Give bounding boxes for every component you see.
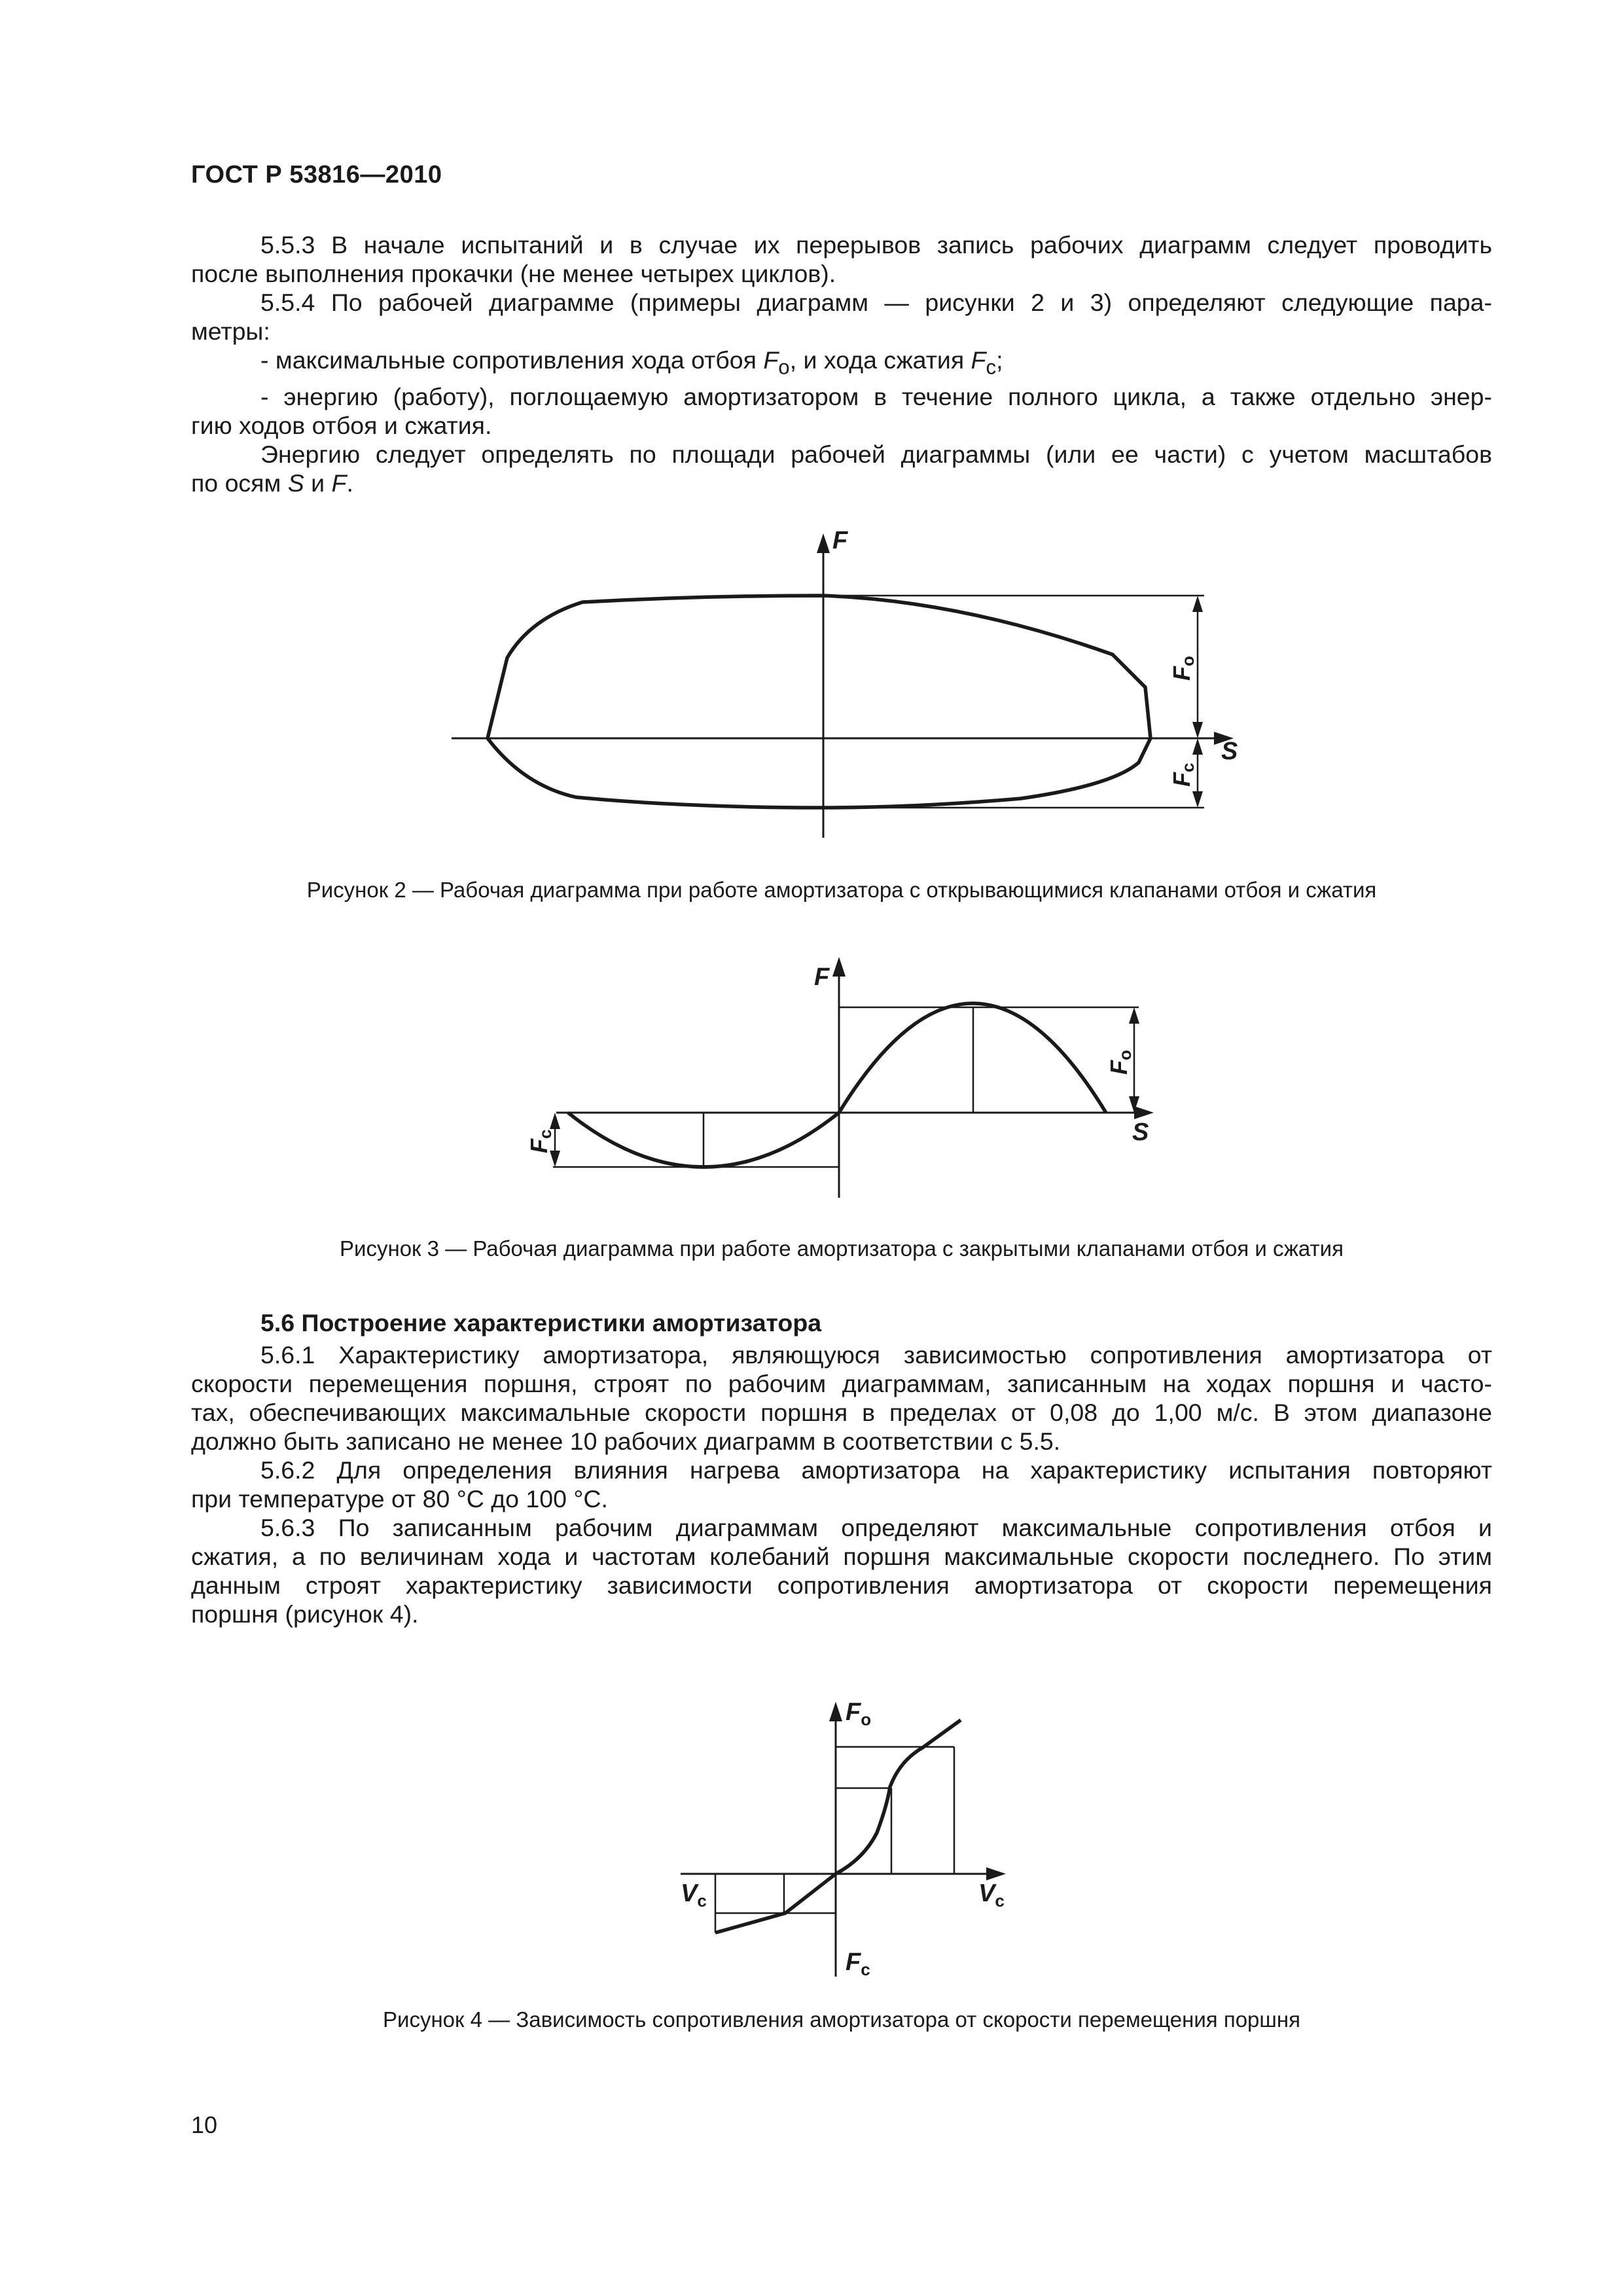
fig4-axis-y-arrow (829, 1702, 842, 1721)
fig4-axis-y-top-label (846, 1698, 871, 1729)
bullet-energy-line: - энергию (работу), поглощаемую амортизатором в течение полного цикла, а также отдельно энер- (260, 382, 1492, 410)
fig4-fo-sub: о (861, 1710, 872, 1729)
paragraph-line: после выполнения прокачки (не менее четырех циклов). (191, 260, 836, 287)
fig3-fc-f: F (526, 1139, 552, 1153)
subscript-c: с (986, 355, 997, 379)
paragraph-line: метры: (191, 317, 270, 345)
fig4-vc-right-sub: с (995, 1891, 1005, 1910)
fig3-axis-x-label: S (1132, 1119, 1149, 1146)
fig3-axis-y-label: F (814, 963, 830, 991)
figure-2-caption: Рисунок 2 — Рабочая диаграмма при работе амортизатора с открывающимися клапанами отбоя и сжатия (306, 878, 1377, 902)
fig2-axis-x-label: S (1221, 738, 1238, 765)
text: по осям (191, 469, 288, 497)
symbol-f: F (763, 346, 779, 374)
paragraph-line: данным строят характеристику зависимости сопротивления амортизатора от скорости перемещения (191, 1571, 1492, 1599)
paragraph-line: при температуре от 80 °С до 100 °С. (191, 1485, 608, 1513)
fig2-fo-f: F (1168, 666, 1195, 681)
fig4-axis-x-arrow (986, 1867, 1006, 1880)
symbol-f: F (971, 346, 986, 374)
figure-3-caption: Рисунок 3 — Рабочая диаграмма при работе амортизатора с закрытыми клапанами отбоя и сжатия (340, 1236, 1344, 1261)
symbol-s: S (287, 469, 304, 497)
paragraph-line: гию ходов отбоя и сжатия. (191, 411, 492, 439)
symbol-f: F (331, 469, 347, 497)
fig3-fo-sub: о (1115, 1050, 1135, 1060)
paragraph-line: 5.5.4 По рабочей диаграмме (примеры диаграмм — рисунки 2 и 3) определяют следующие пара- (260, 289, 1492, 316)
page-number: 10 (191, 2111, 218, 2138)
paragraph-line: 5.6.1 Характеристику амортизатора, являющуюся зависимостью сопротивления амортизатора от (260, 1341, 1492, 1369)
fig4-vc-left-v: V (681, 1880, 698, 1907)
fig4-fc-f: F (846, 1948, 861, 1976)
paragraph-line: сжатия, а по величинам хода и частотам колебаний поршня максимальные скорости последнего. По этим (191, 1543, 1492, 1570)
fig2-fc-f: F (1168, 772, 1195, 787)
figure-4-caption: Рисунок 4 — Зависимость сопротивления амортизатора от скорости перемещения поршня (383, 2007, 1300, 2032)
fig2-fc-sub: с (1178, 762, 1198, 772)
bullet-text: ; (996, 346, 1003, 374)
fig4-vc-left-sub: с (697, 1891, 707, 1910)
paragraph-line: поршня (рисунок 4). (191, 1600, 419, 1628)
paragraph-line: тах, обеспечивающих максимальные скорости поршня в пределах от 0,08 до 1,00 м/с. В этом диапазоне (191, 1399, 1492, 1426)
bullet-text: , и хода сжатия (789, 346, 971, 374)
fig2-fo-sub: о (1178, 656, 1198, 666)
fig4-fo-f: F (846, 1698, 861, 1726)
fig4-fc-sub: с (861, 1960, 870, 1979)
fig4-vc-right-v: V (978, 1880, 995, 1907)
fig4-axis-x-right-label (978, 1880, 1005, 1910)
fig3-fc-sub: с (535, 1129, 555, 1139)
paragraph-line: 5.6.2 Для определения влияния нагрева амортизатора на характеристику испытания повторяют (260, 1456, 1492, 1484)
document-header-id: ГОСТ Р 53816—2010 (191, 161, 442, 188)
subscript-o: о (778, 355, 790, 379)
text: и (304, 469, 332, 497)
paragraph-line: должно быть записано не менее 10 рабочих диаграмм в соответствии с 5.5. (191, 1427, 1061, 1455)
fig4-characteristic-curve (715, 1720, 961, 1933)
bullet-text: - максимальные сопротивления хода отбоя (260, 346, 764, 374)
paragraph-line: Энергию следует определять по площади рабочей диаграммы (или ее части) с учетом масштабов (260, 440, 1492, 468)
section-heading-5-6: 5.6 Построение характеристики амортизатора (260, 1309, 822, 1336)
paragraph-line: 5.5.3 В начале испытаний и в случае их перерывов запись рабочих диаграмм следует проводить (260, 231, 1492, 259)
fig2-axis-y-label: F (832, 527, 848, 554)
fig3-fo-f: F (1105, 1060, 1132, 1075)
paragraph-line: скорости перемещения поршня, строят по рабочим диаграммам, записанным на ходах поршня и часто- (191, 1370, 1492, 1397)
fig4-axis-x-left-label (681, 1880, 707, 1910)
fig4-axis-y-bottom-label (846, 1948, 870, 1979)
text: . (346, 469, 353, 497)
paragraph-line: 5.6.3 По записанным рабочим диаграммам определяют максимальные сопротивления отбоя и (260, 1514, 1492, 1541)
